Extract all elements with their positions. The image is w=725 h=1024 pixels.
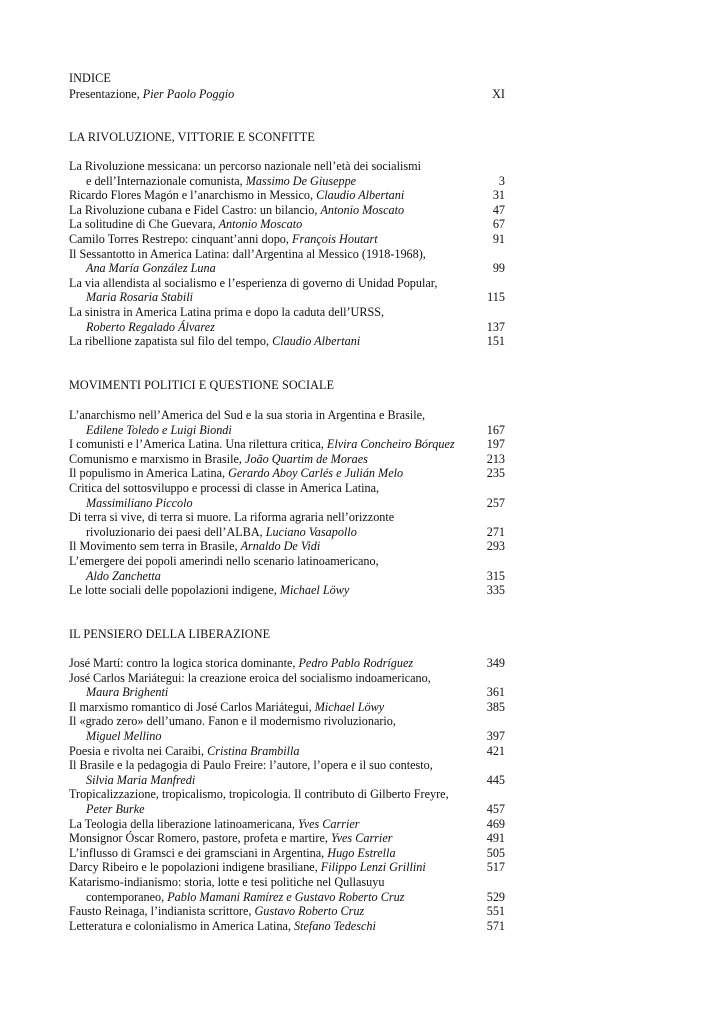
presentation-title: Presentazione, — [69, 87, 143, 101]
presentation-entry — [69, 87, 505, 102]
entry-page-number: 99 — [492, 261, 505, 276]
entry-author: Silvia Maria Manfredi — [86, 772, 196, 787]
entry-author: Arnaldo De Vidi — [240, 539, 321, 554]
entry-page-number: 257 — [486, 495, 505, 510]
toc-entry-line — [69, 656, 505, 671]
toc-entry-line — [69, 437, 505, 452]
toc-entry-line — [69, 217, 505, 232]
entry-author: João Quartim de Moraes — [245, 451, 368, 466]
toc-entry-line — [69, 320, 505, 335]
toc-entry — [69, 276, 505, 305]
entry-page-number: 47 — [492, 202, 505, 217]
toc-entry — [69, 875, 505, 904]
toc-entry-line — [69, 831, 505, 846]
entry-title: Katarismo-indianismo: storia, lotte e tesi politiche nel Qullasuyu — [69, 874, 385, 889]
entry-author: Claudio Albertani — [316, 188, 405, 203]
toc-entry — [69, 217, 505, 232]
entry-page-number: 293 — [486, 539, 505, 554]
entry-title: Fausto Reinaga, l’indianista scrittore, — [69, 904, 255, 919]
entry-page-number: 335 — [486, 583, 505, 598]
toc-entry-line — [69, 919, 505, 934]
toc-entry-line — [69, 904, 505, 919]
toc-entry — [69, 408, 505, 437]
entry-author: Hugo Estrella — [327, 845, 396, 860]
entry-title: Il marxismo romantico di José Carlos Mariátegui, — [69, 699, 315, 714]
entry-title: e dell’Internazionale comunista, — [86, 173, 246, 188]
toc-entry — [69, 437, 505, 452]
entry-author: Filippo Lenzi Grillini — [320, 860, 426, 875]
entry-title: Il Sessantotto in America Latina: dall’Argentina al Messico (1918-1968), — [69, 246, 426, 261]
entry-page-number: 137 — [486, 319, 505, 334]
entry-author: Gustavo Roberto Cruz — [254, 904, 365, 919]
entry-title: Il populismo in America Latina, — [69, 466, 229, 481]
entry-author: Yves Carrier — [330, 831, 393, 846]
toc-entry — [69, 817, 505, 832]
section-entries — [69, 159, 505, 349]
toc-entry-line — [69, 890, 505, 905]
toc-entry — [69, 159, 505, 188]
entry-page-number: 3 — [498, 173, 505, 188]
index-title: INDICE — [69, 71, 111, 85]
entry-page-number: 349 — [486, 656, 505, 670]
presentation-author: Pier Paolo Poggio — [142, 87, 235, 101]
entry-page-number: 361 — [486, 685, 505, 700]
entry-author: Luciano Vasapollo — [265, 524, 357, 539]
entry-page-number: 271 — [486, 524, 505, 539]
entry-title: La Teologia della liberazione latinoamericana, — [69, 816, 299, 831]
toc-entry-line — [69, 875, 505, 890]
entry-author: Antonio Moscato — [218, 217, 303, 232]
entry-title: Il Brasile e la pedagogia di Paulo Freire: l’autore, l’opera e il suo contesto, — [69, 758, 433, 773]
toc-entry-line — [69, 276, 505, 291]
entry-author: Ana María González Luna — [86, 261, 216, 276]
entry-page-number: 67 — [492, 217, 505, 232]
entry-title: La solitudine di Che Guevara, — [69, 217, 219, 232]
toc-entry — [69, 232, 505, 247]
toc-entry — [69, 554, 505, 583]
toc-entry-line — [69, 305, 505, 320]
toc-entry — [69, 334, 505, 349]
toc-entry-line — [69, 671, 505, 686]
entry-author: Maria Rosaria Stabili — [86, 290, 193, 305]
entry-title: Le lotte sociali delle popolazioni indigene, — [69, 583, 280, 598]
toc-entry — [69, 700, 505, 715]
toc-entry-line — [69, 188, 505, 203]
toc-entry-line — [69, 569, 505, 584]
entry-title: Il Movimento sem terra in Brasile, — [69, 539, 241, 554]
toc-entry — [69, 466, 505, 481]
entry-author: Cristina Brambilla — [207, 743, 300, 758]
entry-title: José Martí: contro la logica storica dominante, — [69, 656, 299, 670]
toc-entry-line — [69, 846, 505, 861]
toc-entry-line — [69, 817, 505, 832]
entry-author: Edilene Toledo e Luigi Biondi — [86, 422, 232, 437]
entry-page-number: 421 — [486, 743, 505, 758]
toc-entry — [69, 714, 505, 743]
entry-title: L’influsso di Gramsci e dei gramsciani in Argentina, — [69, 845, 328, 860]
entry-title: Monsignor Óscar Romero, pastore, profeta e martire, — [69, 831, 331, 846]
entry-page-number: 457 — [486, 801, 505, 816]
toc-entry-line — [69, 802, 505, 817]
entry-author: Miguel Mellino — [86, 728, 162, 743]
entry-page-number: 529 — [486, 889, 505, 904]
toc-entry — [69, 904, 505, 919]
toc-entry-line — [69, 744, 505, 759]
entry-title: rivoluzionario dei paesi dell’ALBA, — [86, 524, 266, 539]
entry-title: Poesia e rivolta nei Caraibi, — [69, 743, 208, 758]
toc-entry — [69, 539, 505, 554]
toc-entry — [69, 831, 505, 846]
toc-entry-line — [69, 290, 505, 305]
toc-entry — [69, 860, 505, 875]
toc-entry — [69, 583, 505, 598]
toc-entry-line — [69, 554, 505, 569]
entry-page-number: 91 — [492, 231, 505, 246]
entry-title: La Rivoluzione cubana e Fidel Castro: un bilancio, — [69, 202, 321, 217]
section-entries — [69, 408, 505, 598]
toc-entry-line — [69, 423, 505, 438]
entry-author: Gerardo Aboy Carlés e Julián Melo — [228, 466, 404, 481]
toc-entry — [69, 203, 505, 218]
entry-title: La via allendista al socialismo e l’esperienza di governo di Unidad Popular, — [69, 275, 438, 290]
toc-entry — [69, 452, 505, 467]
entry-author: Massimiliano Piccolo — [86, 495, 193, 510]
entry-author: Pedro Pablo Rodríguez — [298, 656, 414, 670]
entry-title: Camilo Torres Restrepo: cinquant’anni dopo, — [69, 231, 292, 246]
entry-author: Massimo De Giuseppe — [245, 173, 357, 188]
toc-entry-line — [69, 539, 505, 554]
section-heading: IL PENSIERO DELLA LIBERAZIONE — [69, 627, 271, 641]
toc-entry-line — [69, 700, 505, 715]
toc-entry-line — [69, 787, 505, 802]
toc-entry-line — [69, 232, 505, 247]
entry-title: Letteratura e colonialismo in America Latina, — [69, 918, 295, 933]
toc-entry-line — [69, 729, 505, 744]
toc-entry — [69, 919, 505, 934]
entry-title: La Rivoluzione messicana: un percorso nazionale nell’età dei socialismi — [69, 159, 421, 173]
entry-page-number: 571 — [486, 918, 505, 933]
entry-page-number: 491 — [486, 831, 505, 846]
toc-entry-line — [69, 860, 505, 875]
entry-author: Elvira Concheiro Bórquez — [326, 437, 455, 452]
toc-entry — [69, 671, 505, 700]
entry-page-number: 315 — [486, 568, 505, 583]
section-heading: LA RIVOLUZIONE, VITTORIE E SCONFITTE — [69, 130, 315, 144]
toc-entry — [69, 787, 505, 816]
entry-author: Aldo Zanchetta — [86, 568, 161, 583]
toc-entry — [69, 758, 505, 787]
toc-entry-line — [69, 583, 505, 598]
entry-title: La sinistra in America Latina prima e dopo la caduta dell’URSS, — [69, 304, 385, 319]
toc-entry — [69, 656, 505, 671]
entry-author: Yves Carrier — [298, 816, 360, 831]
entry-page-number: 151 — [486, 334, 505, 349]
entry-author: Roberto Regalado Álvarez — [86, 319, 215, 334]
entry-page-number: 517 — [486, 860, 505, 875]
entry-title: Critica del sottosviluppo e processi di classe in America Latina, — [69, 480, 380, 495]
toc-entry — [69, 247, 505, 276]
entry-page-number: 167 — [486, 422, 505, 437]
entry-page-number: 197 — [486, 437, 505, 452]
toc-entry — [69, 510, 505, 539]
entry-page-number: 213 — [486, 451, 505, 466]
toc-entry-line — [69, 714, 505, 729]
toc-entry-line — [69, 408, 505, 423]
toc-entry-line — [69, 685, 505, 700]
entry-page-number: 505 — [486, 845, 505, 860]
toc-entry-line — [69, 247, 505, 262]
entry-title: José Carlos Mariátegui: la creazione eroica del socialismo indoamericano, — [69, 670, 431, 685]
entry-page-number: 31 — [492, 188, 505, 203]
toc-entry-line — [69, 758, 505, 773]
entry-title: Di terra si vive, di terra si muore. La riforma agraria nell’orizzonte — [69, 510, 395, 525]
entry-author: Antonio Moscato — [320, 202, 405, 217]
entry-author: Claudio Albertani — [272, 334, 361, 349]
toc-entry — [69, 305, 505, 334]
toc-entry-line — [69, 525, 505, 540]
toc-entry-line — [69, 510, 505, 525]
entry-title: contemporaneo, — [86, 889, 168, 904]
entry-page-number: 469 — [486, 816, 505, 831]
entry-title: Il «grado zero» dell’umano. Fanon e il modernismo rivoluzionario, — [69, 714, 396, 729]
entry-author: Maura Brighenti — [86, 685, 169, 700]
toc-entry-line — [69, 452, 505, 467]
toc-entry — [69, 188, 505, 203]
entry-page-number: 397 — [486, 728, 505, 743]
toc-entry-line — [69, 481, 505, 496]
entry-title: I comunisti e l’America Latina. Una rilettura critica, — [69, 437, 327, 452]
entry-page-number: 385 — [486, 699, 505, 714]
toc-entry-line — [69, 159, 505, 174]
toc-entry-line — [69, 261, 505, 276]
entry-title: Comunismo e marxismo in Brasile, — [69, 451, 246, 466]
entry-author: Peter Burke — [86, 801, 145, 816]
toc-entry-line — [69, 203, 505, 218]
section-heading: MOVIMENTI POLITICI E QUESTIONE SOCIALE — [69, 378, 335, 392]
entry-author: François Houtart — [292, 231, 378, 246]
entry-author: Michael Löwy — [279, 583, 350, 598]
entry-title: Tropicalizzazione, tropicalismo, tropicologia. Il contributo di Gilberto Freyre, — [69, 787, 449, 802]
entry-author: Michael Löwy — [314, 699, 385, 714]
toc-entry-line — [69, 773, 505, 788]
presentation-page: XI — [492, 87, 505, 101]
toc-entry-line — [69, 334, 505, 349]
entry-title: La ribellione zapatista sul filo del tempo, — [69, 334, 273, 349]
section-entries — [69, 656, 505, 933]
toc-entry-line — [69, 174, 505, 189]
entry-page-number: 115 — [487, 290, 505, 305]
entry-title: Ricardo Flores Magón e l’anarchismo in Messico, — [69, 188, 317, 203]
entry-author: Stefano Tedeschi — [294, 918, 376, 933]
toc-entry — [69, 481, 505, 510]
presentation-line — [69, 87, 505, 102]
entry-page-number: 551 — [486, 904, 505, 919]
entry-title: L’anarchismo nell’America del Sud e la sua storia in Argentina e Brasile, — [69, 408, 426, 422]
entry-title: L’emergere dei popoli amerindi nello scenario latinoamericano, — [69, 553, 379, 568]
entry-page-number: 445 — [486, 772, 505, 787]
entry-author: Pablo Mamani Ramírez e Gustavo Roberto Cruz — [167, 889, 405, 904]
toc-entry-line — [69, 496, 505, 511]
toc-entry — [69, 846, 505, 861]
entry-page-number: 235 — [486, 466, 505, 481]
toc-entry-line — [69, 466, 505, 481]
toc-entry — [69, 744, 505, 759]
entry-title: Darcy Ribeiro e le popolazioni indigene brasiliane, — [69, 860, 321, 875]
